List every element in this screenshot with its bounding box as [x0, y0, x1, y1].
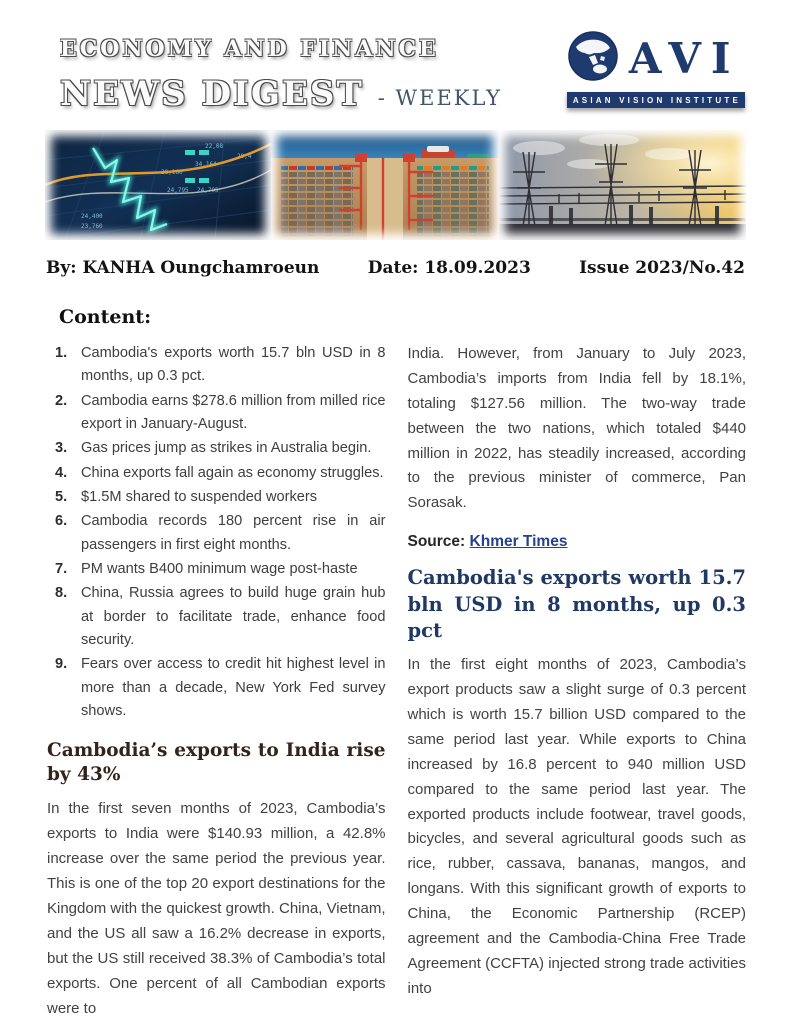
svg-text:24,795: 24,795 [197, 187, 219, 194]
article-india-body-left: In the first seven months of 2023, Cambodia’s exports to India were $140.93 million, a 42.8% increase over the same period the previous year. This is one of the top 20 export destinations for the Kingdom with the quickest growth. China, Vietnam, and the US all saw a 16.2% decrease in exports, but the US still received 38.3% of Cambodia’s total exports. One percent of all Cambodian exports were to [47, 800, 386, 1017]
svg-text:20,4: 20,4 [237, 153, 252, 160]
content-list-item: China exports fall again as economy struggles. [81, 464, 384, 481]
container-port-photo [271, 130, 499, 240]
byline-row [46, 258, 745, 278]
article-india-body-right: India. However, from January to July 2023, Cambodia’s imports from India fell by 18.1%, totaling $127.56 million. The two-way trade between the two nations, which totaled $440 million in 2022, has steadily increased, according to the previous minister of commerce, Pan Sorasak. [407, 345, 746, 512]
svg-text:22,08: 22,08 [205, 143, 224, 150]
author: By: KANHA Oungchamroeun [46, 258, 320, 278]
stock-market-chart-photo [45, 130, 271, 240]
kicker-title: ECONOMY AND FINANCE [60, 36, 439, 62]
article-columns [47, 304, 746, 1021]
banner-strip [45, 130, 746, 240]
svg-text:28,160: 28,160 [161, 169, 183, 176]
content-list-item: Cambodia earns $278.6 million from milled rice export in January-August. [81, 392, 386, 433]
content-list-item: $1.5M shared to suspended workers [81, 489, 318, 506]
header [0, 0, 791, 114]
content-list-item: China, Russia agrees to build huge grain hub at border to facilitate trade, enhance food security. [81, 585, 386, 649]
logo-org-name: ASIAN VISION INSTITUTE [567, 92, 745, 108]
svg-text:34,164: 34,164 [195, 161, 217, 168]
content-heading: Content: [59, 306, 152, 328]
power-substation-photo [499, 130, 746, 240]
article-heading-exports: Cambodia's exports worth 15.7 bln USD in 8 months, up 0.3 pct [407, 566, 746, 642]
globe-icon [567, 30, 619, 87]
svg-text:23,760: 23,760 [81, 223, 103, 230]
content-list-item: Cambodia's exports worth 15.7 bln USD in 8 months, up 0.3 pct. [81, 345, 386, 385]
page-title: NEWS DIGEST [60, 74, 364, 114]
content-list-item: PM wants B400 minimum wage post-haste [81, 561, 358, 578]
page-title-suffix: - WEEKLY [377, 86, 502, 110]
logo-acronym: AVI [628, 33, 741, 83]
content-list-item: Fears over access to credit hit highest level in more than a decade, New York Fed survey shows. [81, 656, 386, 720]
article-exports-body: In the first eight months of 2023, Cambodia’s export products saw a slight surge of 0.3 percent which is worth 15.7 billion USD compared to the same period last year. While exports to China increased by 16.8 percent to 940 million USD compared to the same period last year. The exported products include footwear, travel goods, bicycles, and several agricultural goods such as rice, rubber, cassava, bananas, mangos, and longans. With this significant growth of exports to China, the Economic Partnership (RCEP) agreement and the Cambodia-China Free Trade Agreement (CCFTA) injected strong trade activities into [407, 656, 746, 997]
issue-date: Date: 18.09.2023 [367, 258, 531, 278]
svg-text:24,400: 24,400 [81, 213, 103, 220]
masthead [60, 28, 502, 114]
svg-text:24,795: 24,795 [167, 187, 189, 194]
source-link-khmer-times[interactable]: Khmer Times [469, 533, 568, 551]
content-list-item: Cambodia records 180 percent rise in air passengers in first eight months. [81, 513, 386, 553]
source-line [408, 533, 747, 551]
right-column [408, 304, 747, 1021]
source-label: Source: [407, 533, 466, 551]
issue-number: Issue 2023/No.42 [579, 258, 745, 278]
content-list-item: Gas prices jump as strikes in Australia begin. [81, 440, 372, 457]
content-list [47, 342, 386, 724]
article-heading-india: Cambodia’s exports to India rise by 43% [47, 739, 386, 786]
left-column [47, 304, 386, 1021]
avi-logo [567, 30, 745, 108]
